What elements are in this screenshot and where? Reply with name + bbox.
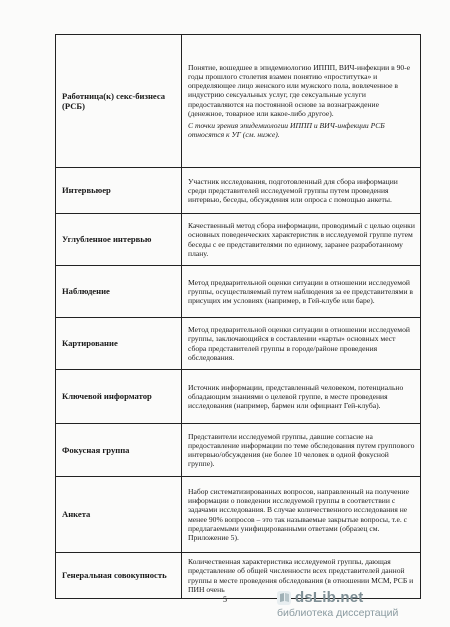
definition-text: Метод предварительной оценки ситуации в отношении исследуемой группы, заключающийся в составлении «карты» основных мест сбора представителей группы в городе/районе проведения обследования. (188, 325, 410, 362)
definition-cell (182, 424, 421, 477)
watermark (277, 589, 442, 623)
term-cell: Анкета (56, 477, 182, 553)
definition-cell (182, 370, 421, 424)
term-cell: Ключевой информатор (56, 370, 182, 424)
table-row (56, 35, 421, 168)
term-cell: Углубленное интервью (56, 214, 182, 266)
definition-text: Источник информации, представленный человеком, потенциально обладающим знаниями о целевой группе, в месте проведения исследования (например, бармен или официант Гей-клуба). (188, 382, 404, 411)
definition-cell (182, 477, 421, 553)
table-row (56, 424, 421, 477)
watermark-subtitle: библиотека диссертаций (277, 607, 399, 619)
definition-text: Понятие, вошедшее в эпидемиологию ИППП, ВИЧ-инфекции в 90-е годы прошлого столетия взамен понятию «проститутка» и определяющее лицо женского или мужского пола, вовлеченное в индустрию сексуальных услуг, где сексуальные услуги предоставляются на постоянной основе за вознаграждение (денежное, товарное или какое-либо другое). (188, 62, 411, 118)
table-row (56, 214, 421, 266)
table-row (56, 168, 421, 214)
term-cell: Наблюдение (56, 266, 182, 318)
definition-cell (182, 318, 421, 370)
table-row (56, 477, 421, 553)
glossary-table (55, 34, 421, 599)
table-row (56, 266, 421, 318)
definition-text: Качественный метод сбора информации, проводимый с целью оценки основных поведенческих характеристик в исследуемой группе путем беседы с ее представителями по единому, заранее разработанному плану. (188, 221, 415, 258)
table-row (56, 370, 421, 424)
book-icon (277, 591, 291, 605)
definition-text: Набор систематизированных вопросов, направленный на получение информации о поведении исследуемой группы в соответствии с задачами исследования. В случае количественного исследования не менее 90% вопросов – это так называемые закрытые вопросы, т.е. с предлагаемыми унифицированными ответами (образец см. Приложение 5). (188, 486, 409, 542)
definition-text: Количественная характеристика исследуемой группы, дающая представление об общей численности всех представителей данной группы в месте проведения обследования (в отношении МСМ, РСБ и ПИН очень (188, 557, 414, 594)
page-number: 5 (223, 595, 227, 604)
definition-cell (182, 214, 421, 266)
term-cell: Работница(к) секс-бизнеса (РСБ) (56, 35, 182, 168)
definition-text: Метод предварительной оценки ситуации в отношении исследуемой группы, осуществляемый путем наблюдения за ее представителями в присущих им условиях (например, в Гей-клубе или баре). (188, 277, 414, 306)
definition-cell (182, 168, 421, 214)
term-cell: Генеральная совокупность (56, 553, 182, 599)
definition-text: Участник исследования, подготовленный для сбора информации среди представителей исследуемой группы путем проведения интервью, беседы, обсуждения или опроса с помощью анкеты. (188, 176, 398, 205)
table-row (56, 318, 421, 370)
definition-cell (182, 35, 421, 168)
definition-text: Представители исследуемой группы, давшие согласие на предоставление информации по теме обследования путем группового интервью/обсуждения (не более 10 человек в одной фокусной группе). (188, 431, 415, 469)
term-cell: Фокусная группа (56, 424, 182, 477)
term-cell: Картирование (56, 318, 182, 370)
definition-note: С точки зрения эпидемиологии ИППП и ВИЧ-инфекции РСБ относятся к УГ (см. ниже). (188, 120, 385, 140)
definition-cell (182, 266, 421, 318)
watermark-site: dsLib.net (295, 589, 364, 606)
term-cell: Интервьюер (56, 168, 182, 214)
